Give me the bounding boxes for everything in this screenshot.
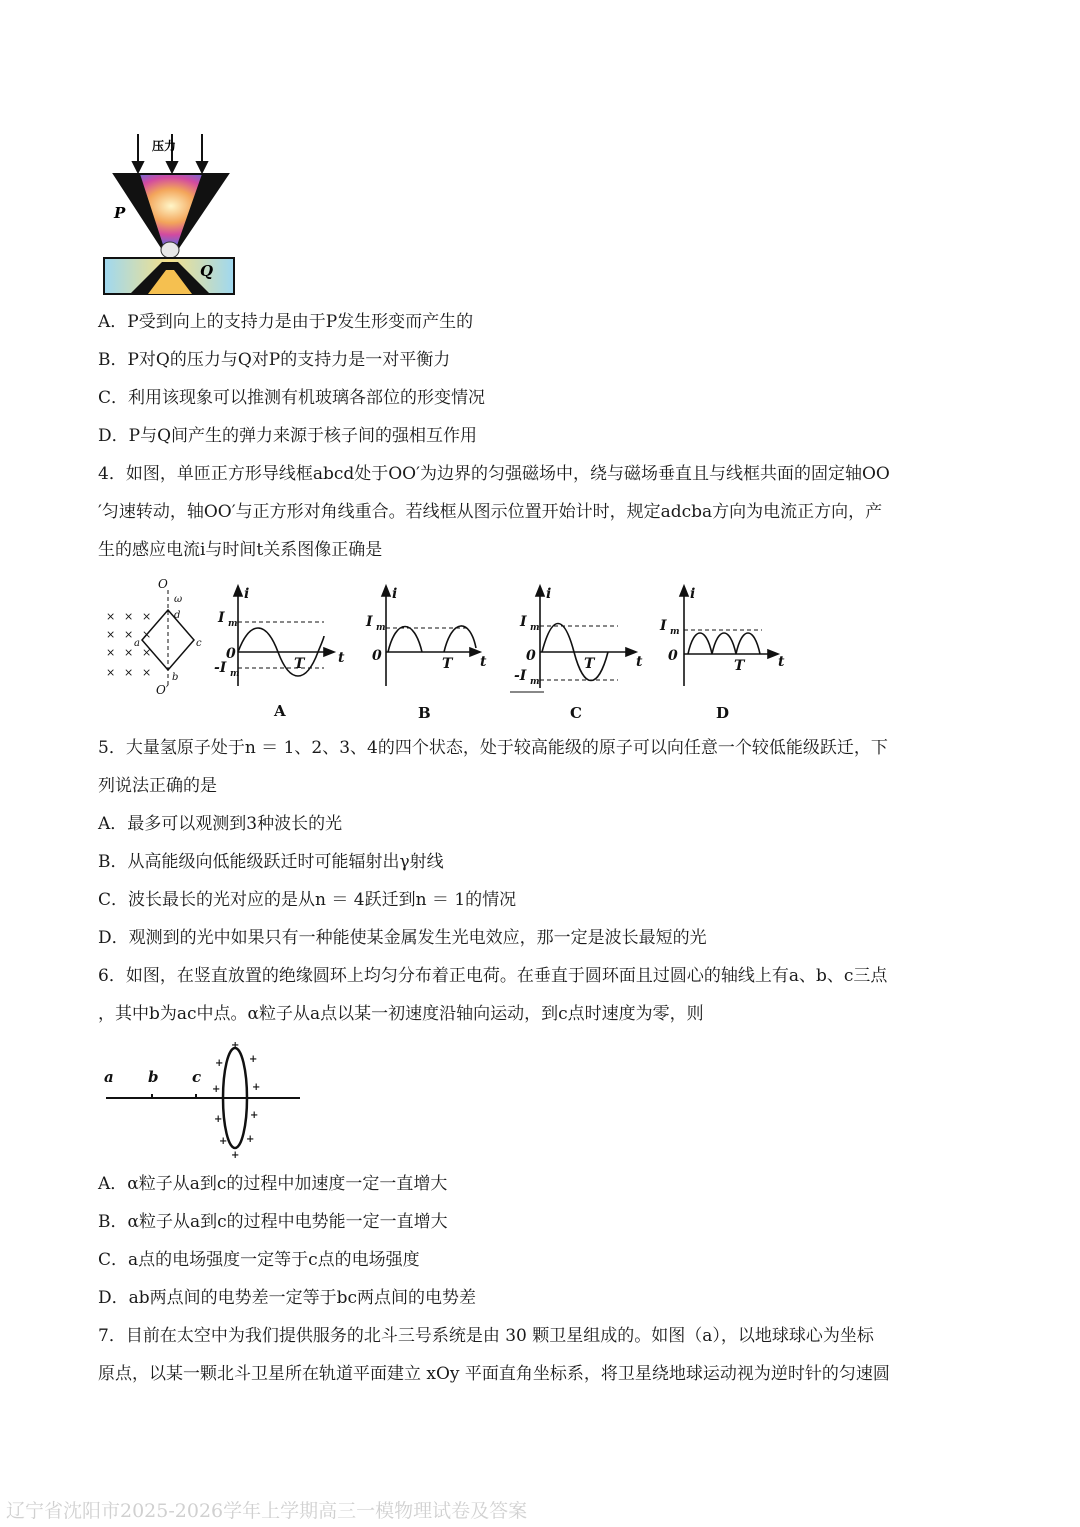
graph-d-zero: 0 xyxy=(668,648,678,664)
svg-text:×: × xyxy=(142,610,152,623)
vertex-c: c xyxy=(196,638,202,649)
graph-c-im: I xyxy=(520,614,527,630)
q5-option-d: D．观测到的光中如果只有一种能使某金属发生光电效应，那一定是波长最短的光 xyxy=(98,928,707,948)
graph-d-label: D xyxy=(716,704,730,722)
graph-b-axis-i: i xyxy=(392,586,398,602)
svg-text:+: + xyxy=(246,1134,255,1145)
svg-text:+: + xyxy=(252,1082,261,1093)
graph-b-zero: 0 xyxy=(372,648,382,664)
q4-stem-line-3: 生的感应电流i与时间t关系图像正确是 xyxy=(98,540,383,560)
q3-option-c: C．利用该现象可以推测有机玻璃各部位的形变情况 xyxy=(98,388,486,408)
graph-d-im-sub: m xyxy=(670,627,680,637)
q5-stem-line-1: 5．大量氢原子处于n ＝ 1、2、3、4的四个状态，处于较高能级的原子可以向任意一个较低能级跃迁，下 xyxy=(98,738,888,758)
vertex-d: d xyxy=(174,610,181,621)
q6-option-a: A．α粒子从a到c的过程中加速度一定一直增大 xyxy=(98,1174,448,1194)
svg-text:+: + xyxy=(249,1054,258,1065)
svg-text:×: × xyxy=(106,610,116,623)
graph-b-axis-t: t xyxy=(480,654,487,670)
svg-text:×: × xyxy=(124,646,134,659)
graph-d-period: T xyxy=(734,658,745,674)
svg-text:×: × xyxy=(142,666,152,679)
svg-text:×: × xyxy=(124,628,134,641)
svg-text:×: × xyxy=(142,646,152,659)
q6-option-d: D．ab两点间的电势差一定等于bc两点间的电势差 xyxy=(98,1288,477,1308)
q3-option-d: D．P与Q间产生的弹力来源于核子间的强相互作用 xyxy=(98,426,478,446)
graph-d-axis-t: t xyxy=(778,654,785,670)
axis-o-top: O xyxy=(158,577,168,591)
svg-text:+: + xyxy=(215,1058,224,1069)
graph-c-zero: 0 xyxy=(526,648,536,664)
graph-b-label: B xyxy=(418,704,431,722)
graph-a-im-sub: m xyxy=(228,619,238,629)
svg-text:+: + xyxy=(231,1042,240,1051)
graph-c-axis-t: t xyxy=(636,654,643,670)
point-a-label: a xyxy=(104,1068,114,1086)
q7-stem-line-1: 7．目前在太空中为我们提供服务的北斗三号系统是由 30 颗卫星组成的。如图（a），以地球球心为坐标 xyxy=(98,1326,874,1346)
graph-b-im: I xyxy=(366,614,373,630)
graph-c-neg-im: -I xyxy=(514,668,527,684)
graph-a-axis-i: i xyxy=(244,586,250,602)
svg-text:+: + xyxy=(219,1136,228,1147)
graph-a-zero: 0 xyxy=(226,646,236,662)
svg-text:×: × xyxy=(124,610,134,623)
graph-d-axis-i: i xyxy=(690,586,696,602)
photoelastic-figure xyxy=(100,130,240,298)
svg-text:+: + xyxy=(212,1084,221,1095)
q5-option-a: A．最多可以观测到3种波长的光 xyxy=(98,814,343,834)
point-b-label: b xyxy=(148,1068,159,1086)
svg-text:×: × xyxy=(142,628,152,641)
positive-charges xyxy=(212,1042,260,1158)
q6-option-c: C．a点的电场强度一定等于c点的电场强度 xyxy=(98,1250,420,1270)
q5-stem-line-2: 列说法正确的是 xyxy=(98,776,217,796)
q4-stem-line-2: ′匀速转动，轴OO′与正方形对角线重合。若线框从图示位置开始计时，规定adcba方向为电流正方向，产 xyxy=(98,502,883,522)
q6-stem-line-2: ，其中b为ac中点。α粒子从a点以某一初速度沿轴向运动，到c点时速度为零，则 xyxy=(98,1004,704,1024)
q5-option-c: C．波长最长的光对应的是从n ＝ 4跃迁到n ＝ 1的情况 xyxy=(98,890,517,910)
point-c-label: c xyxy=(192,1068,202,1086)
graph-a-period: T xyxy=(294,656,305,672)
graph-a-label: A xyxy=(274,702,286,720)
q5-option-b: B．从高能级向低能级跃迁时可能辐射出γ射线 xyxy=(98,852,444,872)
vertex-a: a xyxy=(134,638,140,649)
vertex-b: b xyxy=(172,672,179,683)
graph-c-im-sub: m xyxy=(530,623,540,633)
graph-a-im: I xyxy=(218,610,225,626)
graph-c-axis-i: i xyxy=(546,586,552,602)
graph-a-axis-t: t xyxy=(338,650,345,666)
axis-o-bottom: O′ xyxy=(156,683,169,697)
svg-text:+: + xyxy=(231,1150,240,1158)
q3-option-b: B．P对Q的压力与Q对P的支持力是一对平衡力 xyxy=(98,350,451,370)
graph-b-im-sub: m xyxy=(376,623,386,633)
q4-figure xyxy=(98,576,798,726)
graph-c-label: C xyxy=(570,704,582,722)
svg-text:×: × xyxy=(106,628,116,641)
q7-stem-line-2: 原点，以某一颗北斗卫星所在轨道平面建立 xOy 平面直角坐标系，将卫星绕地球运动视为逆时针的匀速圆 xyxy=(98,1364,890,1384)
graph-c xyxy=(510,586,636,692)
svg-text:×: × xyxy=(124,666,134,679)
q6-option-b: B．α粒子从a到c的过程中电势能一定一直增大 xyxy=(98,1212,448,1232)
q6-stem-line-1: 6．如图，在竖直放置的绝缘圆环上均匀分布着正电荷。在垂直于圆环面且过圆心的轴线上有a、b、c三点 xyxy=(98,966,888,986)
magnetic-field-crosses xyxy=(106,610,151,679)
graph-a-neg-im: -I xyxy=(214,660,227,676)
footer-watermark: 辽宁省沈阳市2025-2026学年上学期高三一模物理试卷及答案 xyxy=(6,1500,528,1522)
svg-text:×: × xyxy=(106,646,116,659)
q3-option-a: A．P受到向上的支持力是由于P发生形变而产生的 xyxy=(98,312,474,332)
pressure-label: 压力 xyxy=(152,139,177,153)
graph-c-period: T xyxy=(584,656,595,672)
svg-text:+: + xyxy=(214,1114,223,1125)
p-label: P xyxy=(114,204,126,222)
graph-a-neg-im-sub: m xyxy=(230,669,240,679)
graph-d-im: I xyxy=(660,618,667,634)
svg-text:×: × xyxy=(106,666,116,679)
graph-b-period: T xyxy=(442,656,453,672)
q6-ring-figure xyxy=(100,1042,310,1158)
q4-stem-line-1: 4．如图，单匝正方形导线框abcd处于OO′为边界的匀强磁场中，绕与磁场垂直且与线框共面的固定轴OO xyxy=(98,464,890,484)
q-label: Q xyxy=(200,262,214,280)
svg-text:+: + xyxy=(250,1110,259,1121)
graph-c-neg-im-sub: m xyxy=(530,677,540,687)
omega-label: ω xyxy=(174,594,183,605)
